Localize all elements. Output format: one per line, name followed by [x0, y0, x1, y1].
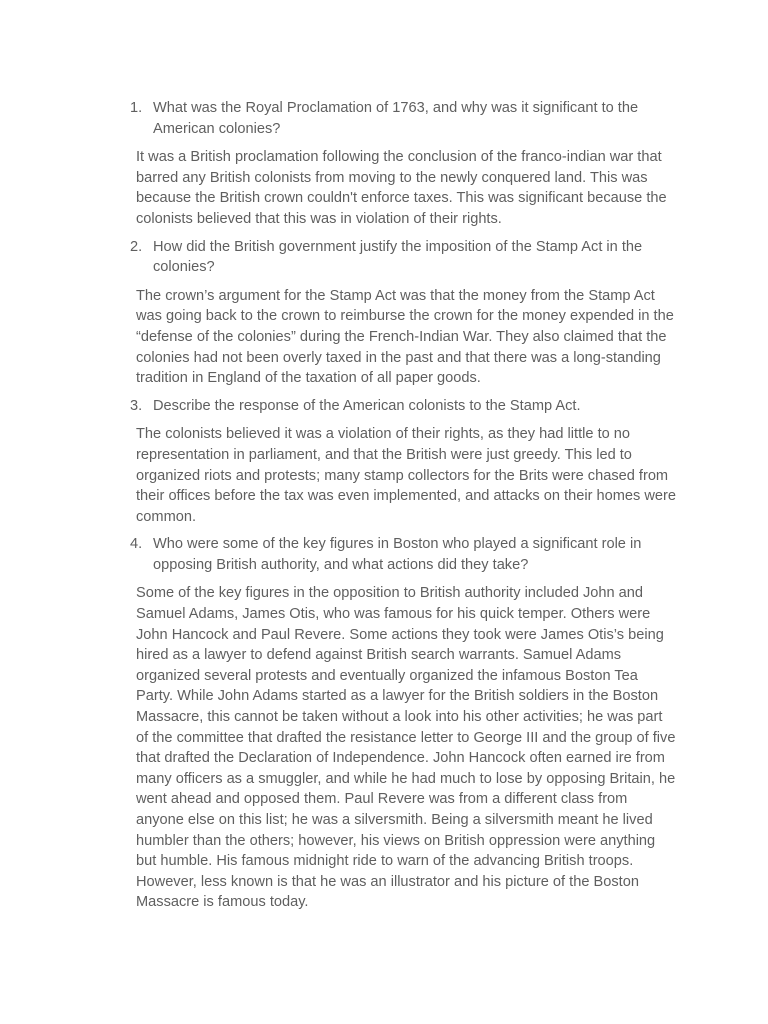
question-3 — [130, 396, 693, 417]
answer-2: The crown’s argument for the Stamp Act was that the money from the Stamp Act was going back to the crown to reimburse the crown for the money expended in the “defense of the colonies” during the French-Indian War. They also claimed that the colonies had not been overly taxed in the past and that there was a long-standing tradition in England of the taxation of all paper goods. — [136, 287, 674, 387]
question-number: 1. — [130, 100, 143, 116]
document-page — [0, 98, 768, 920]
question-2 — [130, 237, 693, 278]
question-text: Describe the response of the American colonists to the Stamp Act. — [153, 397, 581, 414]
answer-1: It was a British proclamation following the conclusion of the franco-indian war that barred any British colonists from moving to the newly conquered land. This was because the British crown couldn't enforce taxes. This was significant because the colonists believed that this was in violation of their rights. — [136, 149, 667, 227]
answer-3: The colonists believed it was a violation of their rights, as they had little to no representation in parliament, and that the British were just greedy. This led to organized riots and protests; many stamp collectors for the Brits were chased from their offices before the tax was even implemented, and attacks on their homes were common. — [136, 426, 676, 525]
question-number: 2. — [130, 238, 143, 255]
question-number: 4. — [130, 536, 143, 553]
question-text: Who were some of the key figures in Boston who played a significant role in opposing British authority, and what actions did they take? — [153, 536, 642, 573]
question-4 — [130, 534, 693, 575]
question-number: 3. — [130, 397, 143, 414]
question-text: What was the Royal Proclamation of 1763, and why was it significant to the American colonies? — [153, 100, 639, 137]
question-text: How did the British government justify the imposition of the Stamp Act in the colonies? — [153, 238, 643, 276]
question-1 — [130, 98, 693, 139]
answer-4: Some of the key figures in the opposition to British authority included John and Samuel Adams, James Otis, who was famous for his quick temper. Others were John Hancock and Paul Revere. Some actions they took were James Otis’s being hired as a lawyer to defend against British search warrants. Samuel Adams organized several protests and eventually organized the infamous Boston Tea Party. While John Adams started as a lawyer for the British soldiers in the Boston Massacre, this cannot be taken without a look into his other activities; he was part of the committee that drafted the resistance letter to George III and the group of five that drafted the Declaration of Independence. John Hancock often earned ire from many officers as a smuggler, and while he had much to lose by opposing Britain, he went ahead and opposed them. Paul Revere was from a different class from anyone else on this list; he was a silversmith. Being a silversmith meant he lived humbler than the others; however, his views on British oppression were anything but humble. His famous midnight ride to warn of the advancing British troops. However, less known is that he was an illustrator and his picture of the Boston Massacre is famous today. — [136, 585, 676, 911]
